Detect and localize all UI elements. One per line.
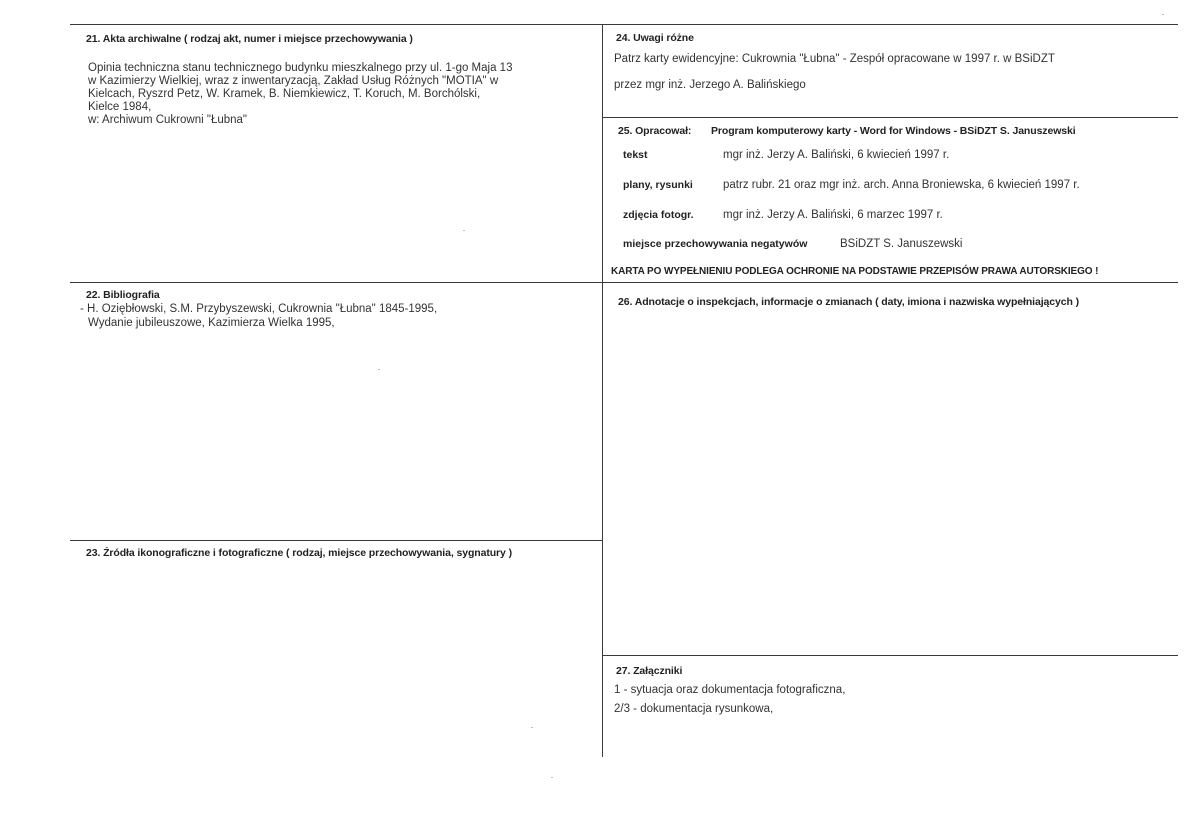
section-27-line: 1 - sytuacja oraz dokumentacja fotograficzna,	[614, 684, 846, 696]
section-24-line: przez mgr inż. Jerzego A. Balińskiego	[614, 79, 806, 91]
scan-speck	[463, 230, 465, 231]
section-25-row-value: mgr inż. Jerzy A. Baliński, 6 marzec 1997 r.	[723, 209, 943, 221]
rule-above-27	[603, 655, 1178, 656]
section-25-title: 25. Opracował:	[618, 125, 692, 137]
section-25-row-label: tekst	[623, 149, 648, 161]
section-26-title: 26. Adnotacje o inspekcjach, informacje o zmianach ( daty, imiona i nazwiska wypełniających )	[618, 296, 1080, 308]
section-21-title: 21. Akta archiwalne ( rodzaj akt, numer i miejsce przechowywania )	[86, 33, 413, 45]
section-25-row-value: mgr inż. Jerzy A. Baliński, 6 kwiecień 1997 r.	[723, 149, 950, 161]
rule-above-22	[70, 282, 603, 283]
rule-above-26	[603, 282, 1178, 283]
center-divider	[602, 24, 603, 757]
section-25-row-label: zdjęcia fotogr.	[623, 209, 694, 221]
section-27-line: 2/3 - dokumentacja rysunkowa,	[614, 703, 774, 715]
scan-speck	[1162, 14, 1164, 15]
section-24-line: Patrz karty ewidencyjne: Cukrownia "Łubna" - Zespół opracowane w 1997 r. w BSiDZT	[614, 53, 1055, 65]
section-21-line: Kielcach, Ryszrd Petz, W. Kramek, B. Niemkiewicz, T. Koruch, M. Borchólski,	[88, 88, 481, 100]
section-25-row-label: plany, rysunki	[623, 179, 693, 191]
section-25-program: Program komputerowy karty - Word for Windows - BSiDZT S. Januszewski	[711, 125, 1076, 137]
section-21-line: w Kazimierzy Wielkiej, wraz z inwentaryzacją, Zakład Usług Różnych "MOTIA" w	[88, 75, 499, 87]
scan-speck	[531, 727, 533, 728]
section-25-row-value: patrz rubr. 21 oraz mgr inż. arch. Anna Broniewska, 6 kwiecień 1997 r.	[723, 179, 1080, 191]
top-rule	[70, 24, 1178, 25]
copyright-notice: KARTA PO WYPEŁNIENIU PODLEGA OCHRONIE NA PODSTAWIE PRZEPISÓW PRAWA AUTORSKIEGO !	[611, 266, 1099, 277]
section-25-row-value: BSiDZT S. Januszewski	[840, 238, 963, 250]
section-22-title: 22. Bibliografia	[86, 289, 160, 301]
section-21-line: w: Archiwum Cukrowni "Łubna"	[88, 114, 248, 126]
section-22-line: - H. Oziębłowski, S.M. Przybyszewski, Cukrownia "Łubna" 1845-1995,	[80, 303, 438, 315]
rule-above-25	[603, 117, 1178, 118]
section-27-title: 27. Załączniki	[616, 665, 683, 677]
section-25-row-label: miejsce przechowywania negatywów	[623, 238, 808, 250]
scan-speck	[551, 777, 553, 778]
section-23-title: 23. Źródła ikonograficzne i fotograficzne ( rodzaj, miejsce przechowywania, sygnatury )	[86, 547, 512, 559]
section-21-line: Opinia techniczna stanu technicznego budynku mieszkalnego przy ul. 1-go Maja 13	[88, 62, 513, 74]
section-24-title: 24. Uwagi różne	[616, 32, 694, 44]
rule-above-23	[70, 540, 603, 541]
scan-speck	[378, 369, 380, 370]
section-21-line: Kielce 1984,	[88, 101, 152, 113]
section-22-line: Wydanie jubileuszowe, Kazimierza Wielka 1995,	[88, 317, 335, 329]
